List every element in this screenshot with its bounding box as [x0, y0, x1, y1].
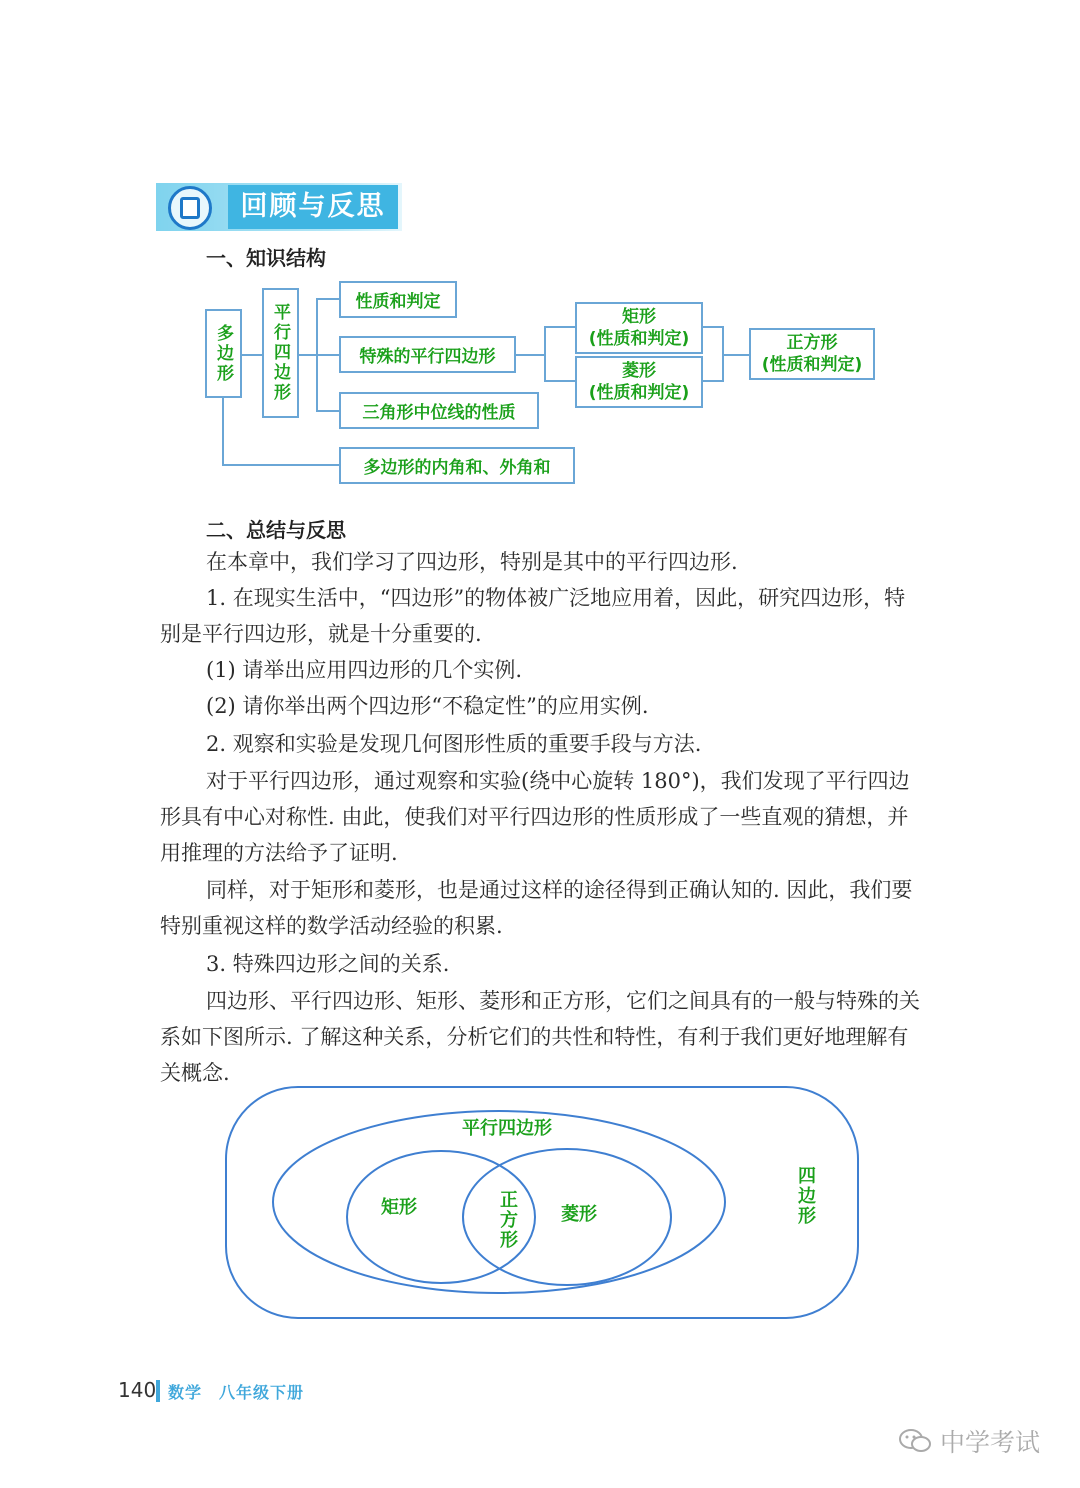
book-title: 数学 八年级下册	[168, 1383, 305, 1402]
summary-point-1a: (1) 请举出应用四边形的几个实例.	[206, 658, 523, 682]
summary-point-3: 3. 特殊四边形之间的关系.	[206, 952, 450, 976]
rectangle-name: 矩形	[622, 307, 656, 327]
square-sub: (性质和判定)	[761, 355, 863, 375]
box-midline: 三角形中位线的性质	[339, 392, 539, 429]
venn-rectangle-label: 矩形	[381, 1197, 417, 1218]
page-divider	[156, 1380, 160, 1402]
knowledge-heading: 一、知识结构	[206, 246, 326, 270]
summary-point-2b: 同样，对于矩形和菱形，也是通过这样的途径得到正确认知的. 因此，我们要特别重视这样的数学活动经验的积累.	[160, 878, 913, 938]
summary-point-1: 1. 在现实生活中，“四边形”的物体被广泛地应用着，因此，研究四边形，特别是平行四边形，就是十分重要的.	[160, 586, 906, 646]
summary-point-3a: 四边形、平行四边形、矩形、菱形和正方形，它们之间具有的一般与特殊的关系如下图所示. 了解这种关系，分析它们的共性和特性，有利于我们更好地理解有关概念.	[160, 989, 920, 1085]
rhombus-name: 菱形	[622, 361, 656, 381]
square-name: 正方形	[786, 333, 838, 353]
venn-square-label: 正方形	[497, 1190, 518, 1250]
summary-heading: 二、总结与反思	[206, 518, 346, 542]
watermark-text: 中学考试	[940, 1428, 1041, 1457]
watermark	[898, 1423, 1040, 1459]
box-special-parallelogram: 特殊的平行四边形	[339, 336, 516, 373]
page-number: 140	[118, 1378, 157, 1402]
box-properties: 性质和判定	[339, 281, 457, 318]
rectangle-sub: (性质和判定)	[588, 329, 690, 349]
box-parallelogram: 平行四边形	[262, 288, 299, 418]
summary-point-2: 2. 观察和实验是发现几何图形性质的重要手段与方法.	[206, 732, 702, 756]
summary-intro: 在本章中，我们学习了四边形，特别是其中的平行四边形.	[206, 550, 738, 574]
summary-point-1b: (2) 请你举出两个四边形“不稳定性”的应用实例.	[206, 694, 649, 718]
wechat-icon	[898, 1427, 932, 1455]
box-polygon: 多边形	[205, 309, 242, 398]
venn-quadrilateral-label: 四边形	[795, 1166, 816, 1226]
rhombus-sub: (性质和判定)	[588, 383, 690, 403]
venn-parallelogram-label: 平行四边形	[462, 1118, 552, 1139]
summary-point-2a: 对于平行四边形，通过观察和实验(绕中心旋转 180°)，我们发现了平行四边形具有中心对称性. 由此，使我们对平行四边形的性质形成了一些直观的猜想，并用推理的方法给予了证明.	[160, 769, 910, 865]
venn-rhombus-label: 菱形	[561, 1204, 597, 1225]
box-angle-sum: 多边形的内角和、外角和	[339, 447, 575, 484]
section-title: 回顾与反思	[228, 185, 398, 229]
